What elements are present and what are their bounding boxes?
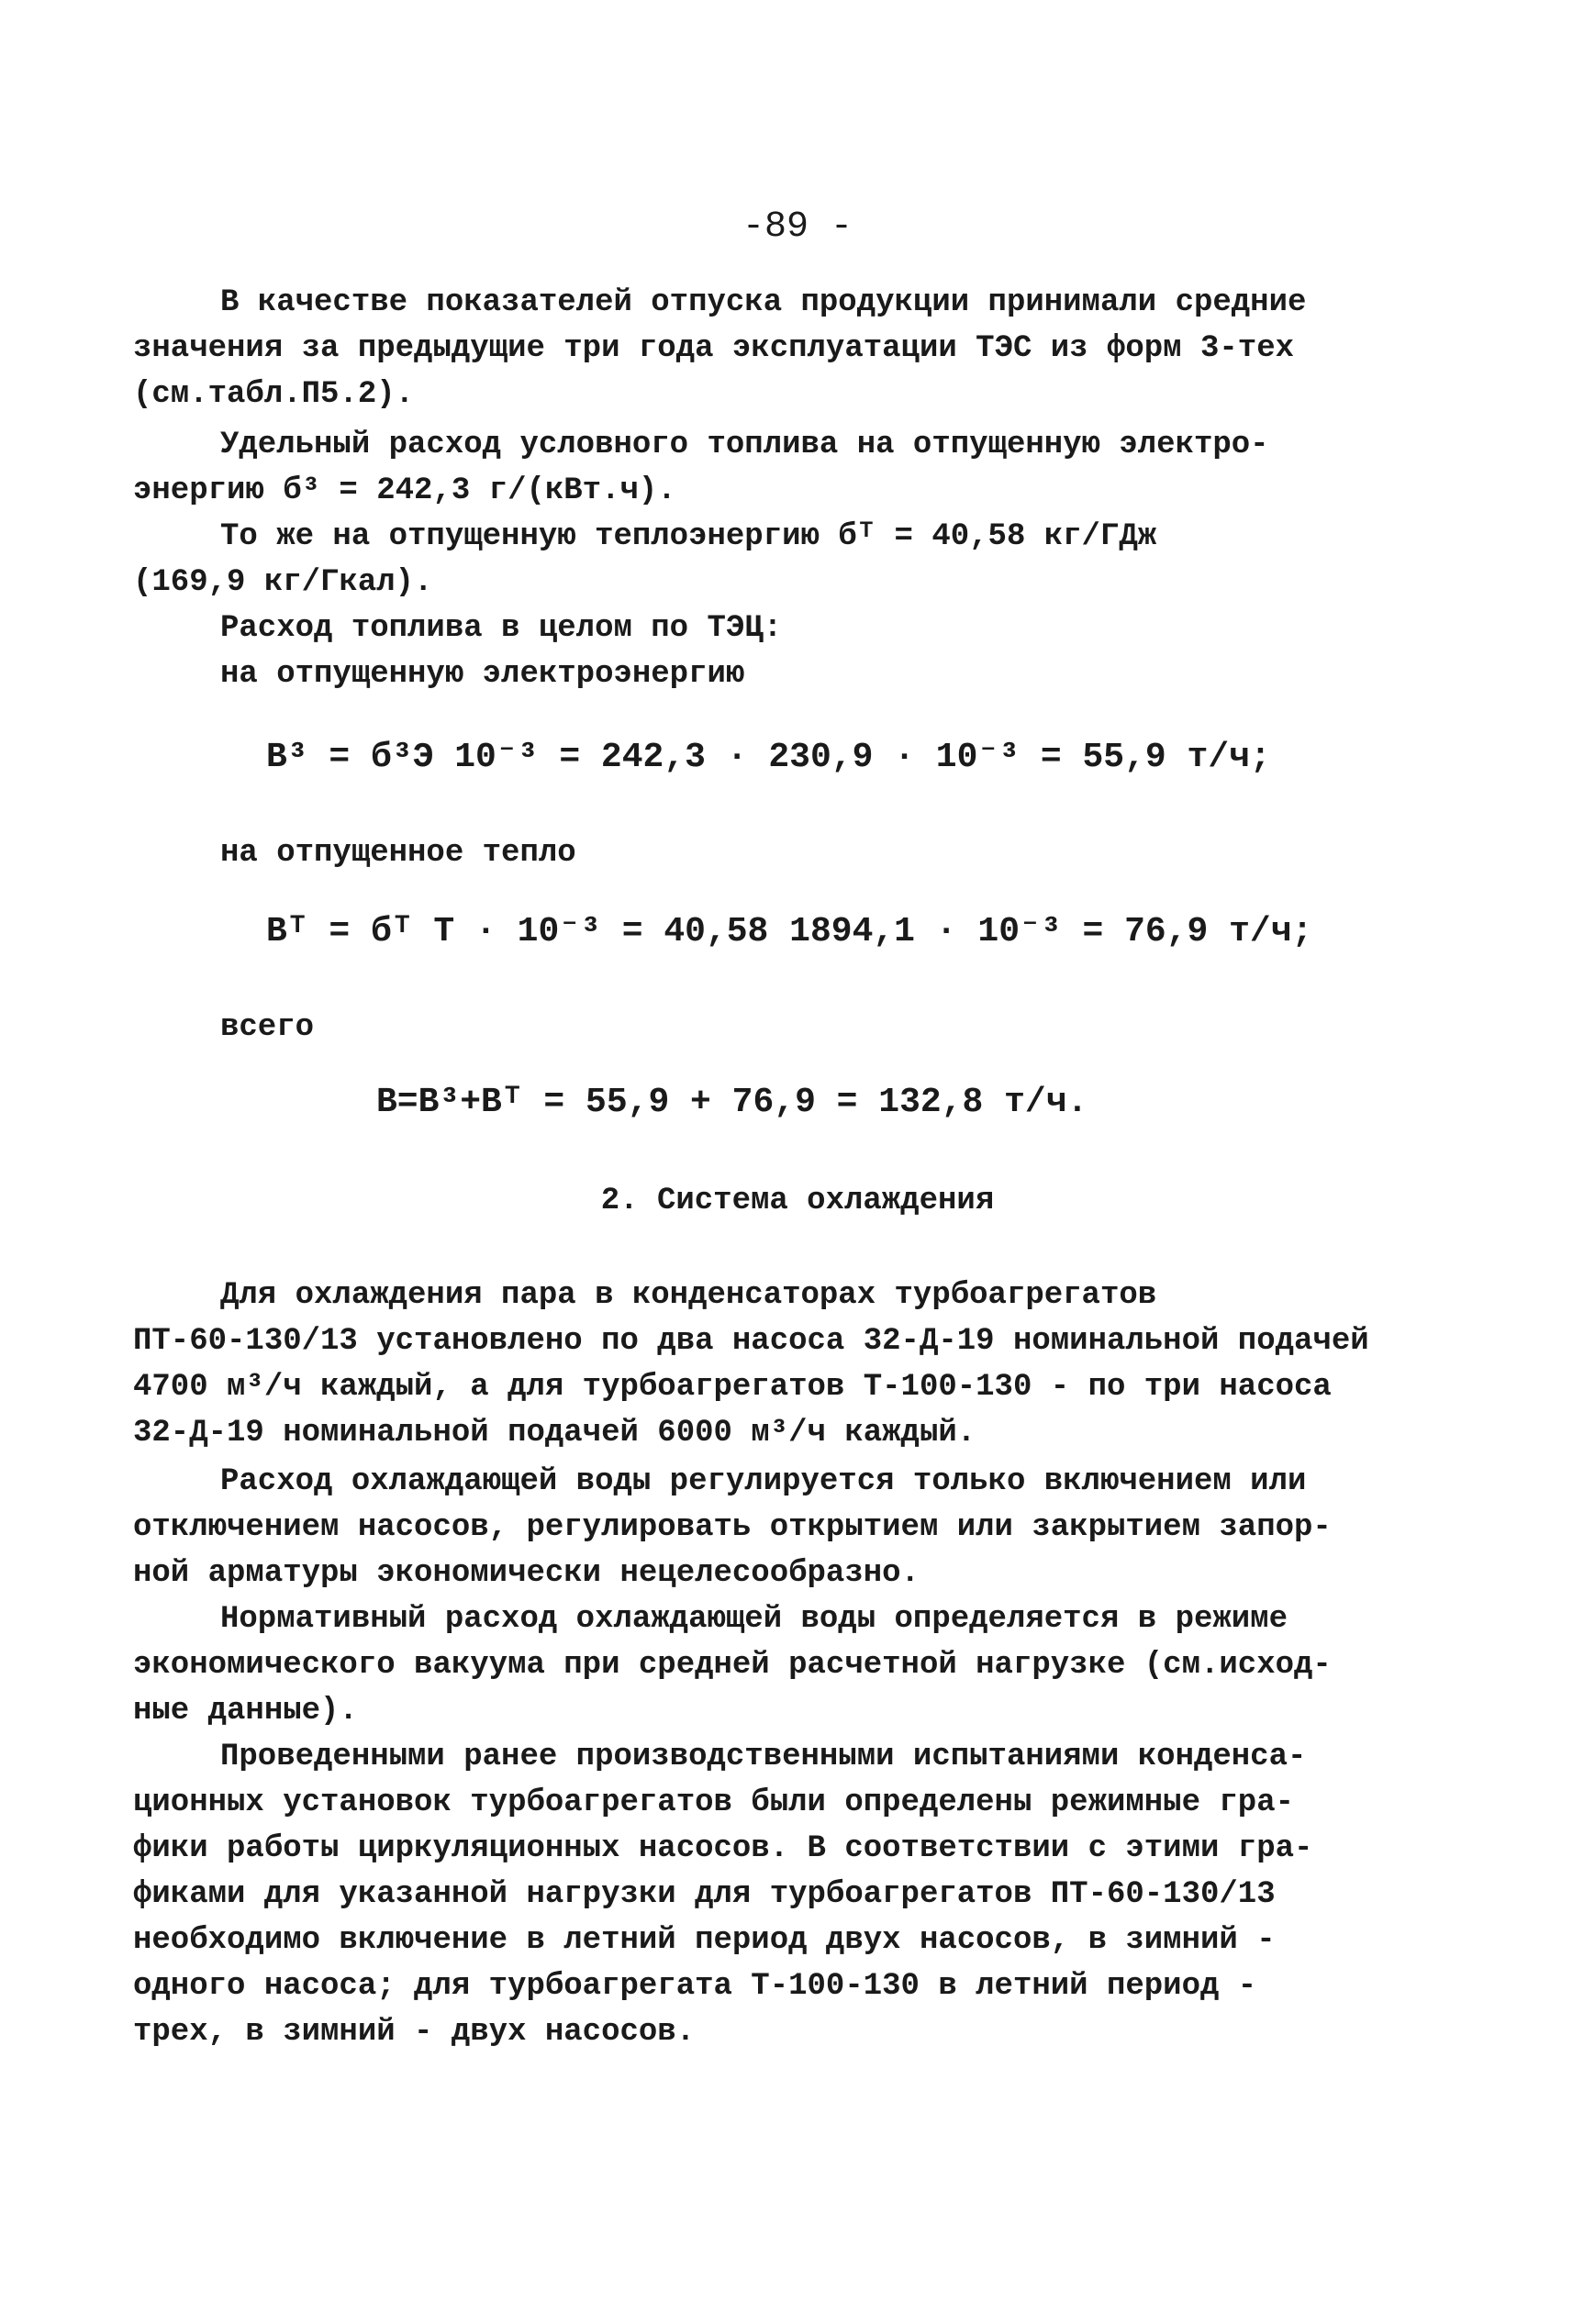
text-line: Расход топлива в целом по ТЭЦ:: [220, 611, 783, 646]
formula-total-fuel: В=В³+Вᵀ = 55,9 + 76,9 = 132,8 т/ч.: [376, 1083, 1088, 1122]
text-line: (169,9 кг/Гкал).: [133, 565, 433, 600]
paragraph-normative-flow: [133, 1596, 1335, 1734]
paragraph-indicators: [133, 280, 1335, 417]
text-line: В качестве показателей отпуска продукции принимали средние: [220, 285, 1307, 320]
page-number: -89 -: [742, 206, 853, 248]
paragraph-specific-consumption: [133, 422, 1335, 697]
label-heat: на отпущенное тепло: [220, 836, 576, 871]
text-line: 4700 м³/ч каждый, а для турбоагрегатов Т-100-130 - по три насоса: [133, 1370, 1332, 1405]
paragraph-pump-schedules: [133, 1734, 1335, 2055]
formula-heat-fuel: Вᵀ = бᵀ Т · 10⁻³ = 40,58 1894,1 · 10⁻³ = 76,9 т/ч;: [266, 912, 1313, 951]
text-line: Проведенными ранее производственными испытаниями конденса-: [220, 1740, 1307, 1774]
text-line: Расход охлаждающей воды регулируется только включением или: [220, 1464, 1307, 1499]
text-line: Для охлаждения пара в конденсаторах турбоагрегатов: [220, 1278, 1157, 1313]
section-heading: 2. Система охлаждения: [600, 1184, 995, 1218]
text-line: экономического вакуума при средней расчетной нагрузке (см.исход-: [133, 1648, 1332, 1683]
text-line: (см.табл.П5.2).: [133, 377, 415, 412]
text-line: ные данные).: [133, 1694, 358, 1729]
paragraph-pumps: [133, 1273, 1369, 1456]
text-line: одного насоса; для турбоагрегата Т-100-130 в летний период -: [133, 1969, 1257, 2004]
text-line: То же на отпущенную теплоэнергию бᵀ = 40,58 кг/ГДж: [220, 519, 1157, 554]
text-line: ной арматуры экономически нецелесообразно.: [133, 1556, 920, 1591]
paragraph-water-regulation: [133, 1459, 1335, 1596]
text-line: Нормативный расход охлаждающей воды определяется в режиме: [220, 1602, 1288, 1637]
text-line: необходимо включение в летний период двух насосов, в зимний -: [133, 1923, 1276, 1958]
text-line: трех, в зимний - двух насосов.: [133, 2015, 696, 2050]
text-line: на отпущенную электроэнергию: [220, 657, 745, 692]
text-line: фики работы циркуляционных насосов. В соответствии с этими гра-: [133, 1831, 1313, 1866]
text-line: Удельный расход условного топлива на отпущенную электро-: [220, 428, 1269, 462]
text-line: ПТ-60-130/13 установлено по два насоса 32-Д-19 номинальной подачей: [133, 1324, 1369, 1359]
text-line: энергию б³ = 242,3 г/(кВт.ч).: [133, 473, 676, 508]
formula-electricity-fuel: В³ = б³Э 10⁻³ = 242,3 · 230,9 · 10⁻³ = 55,9 т/ч;: [266, 738, 1271, 777]
text-line: фиками для указанной нагрузки для турбоагрегатов ПТ-60-130/13: [133, 1877, 1276, 1912]
text-line: 32-Д-19 номинальной подачей 6000 м³/ч каждый.: [133, 1416, 976, 1451]
label-total: всего: [220, 1010, 315, 1045]
text-line: значения за предыдущие три года эксплуатации ТЭС из форм 3-тех: [133, 331, 1295, 366]
text-line: отключением насосов, регулировать открытием или закрытием запор-: [133, 1510, 1332, 1545]
text-line: ционных установок турбоагрегатов были определены режимные гра-: [133, 1785, 1295, 1820]
